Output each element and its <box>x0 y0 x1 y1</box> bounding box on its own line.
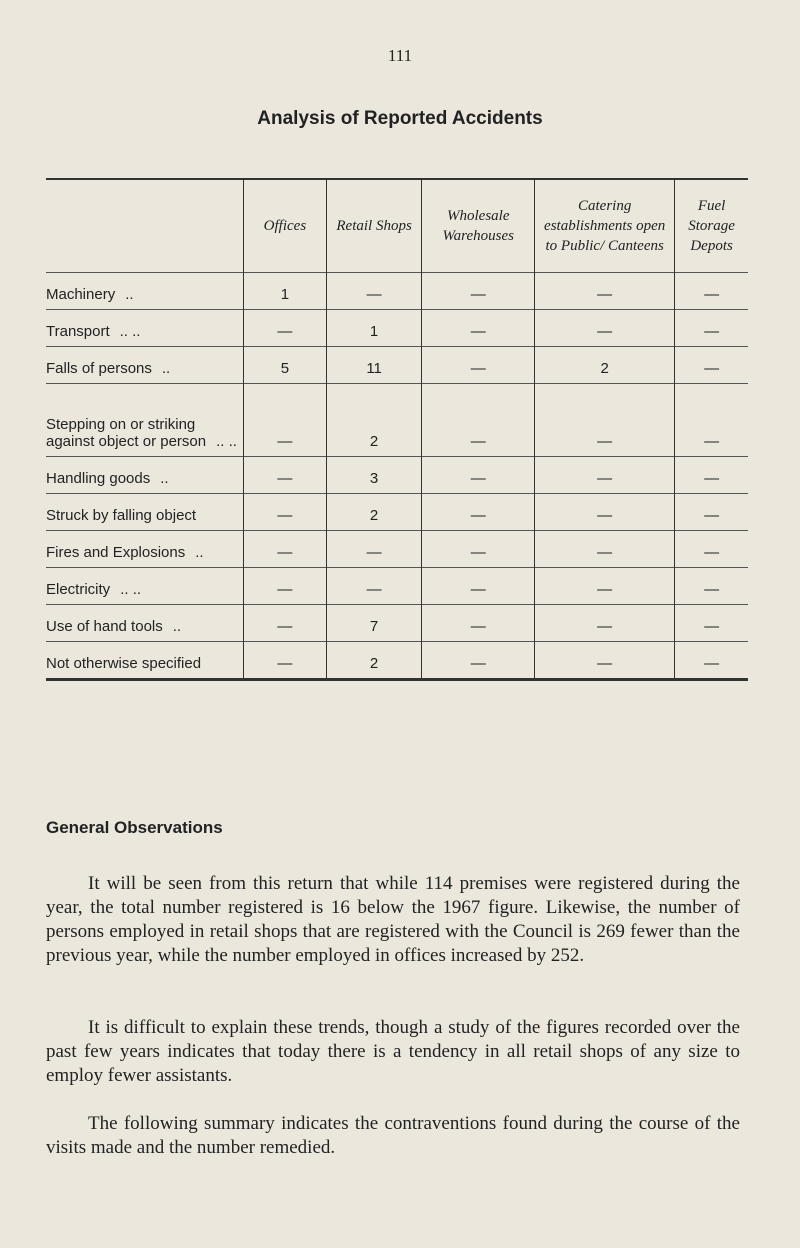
row-leader-dots: .. <box>161 360 171 377</box>
table-cell: — <box>535 457 675 494</box>
row-label-text: Fires and Explosions <box>46 544 186 561</box>
row-label-text: Machinery <box>46 286 116 303</box>
table-cell: — <box>535 531 675 568</box>
header-fuel-storage: Fuel Storage Depots <box>675 179 748 273</box>
table-cell: — <box>326 568 422 605</box>
table-cell: — <box>244 568 327 605</box>
table-cell: — <box>422 642 535 680</box>
table-cell: 3 <box>326 457 422 494</box>
row-label <box>46 605 244 642</box>
header-type <box>46 179 244 273</box>
table-cell: 1 <box>326 310 422 347</box>
row-label <box>46 347 244 384</box>
table-cell: — <box>422 457 535 494</box>
table-cell: — <box>422 494 535 531</box>
row-label-text: Not otherwise specified <box>46 655 202 672</box>
row-leader-dots: .. .. <box>119 323 141 340</box>
page-title: Analysis of Reported Accidents <box>257 108 543 129</box>
table-cell: — <box>422 310 535 347</box>
table-row <box>46 347 748 384</box>
table-cell: — <box>422 384 535 457</box>
table-cell: — <box>244 642 327 680</box>
table-cell: 11 <box>326 347 422 384</box>
page-number: 111 <box>387 46 413 65</box>
table-row <box>46 642 748 680</box>
row-label-text: Falls of persons <box>46 360 152 377</box>
table-cell: — <box>535 273 675 310</box>
accidents-table <box>46 178 748 681</box>
row-label-text: Handling goods <box>46 470 151 487</box>
row-label-text: Transport <box>46 323 110 340</box>
table-row <box>46 494 748 531</box>
row-label <box>46 310 244 347</box>
row-leader-dots: .. <box>160 470 169 487</box>
row-label <box>46 273 244 310</box>
table-cell: — <box>675 273 748 310</box>
table-cell: — <box>244 384 327 457</box>
table-cell: 2 <box>326 642 422 680</box>
table-cell: 1 <box>244 273 327 310</box>
table-cell: 7 <box>326 605 422 642</box>
table-cell: — <box>244 457 327 494</box>
table-cell: — <box>675 384 748 457</box>
table-cell: 2 <box>326 494 422 531</box>
table-cell: — <box>535 310 675 347</box>
table-cell: — <box>244 494 327 531</box>
table-cell: — <box>675 457 748 494</box>
table-cell: 2 <box>535 347 675 384</box>
table-body <box>46 273 748 680</box>
observation-paragraph: It will be seen from this return that while 114 premises were registered during the year, the total number registered is 16 below the 1967 figure. Likewise, the number of persons employed in retail shops that are registered with the Council is 269 fewer than the previous year, while the number employed in offices increased by 252. <box>46 873 740 966</box>
table-cell: 2 <box>326 384 422 457</box>
header-catering: Catering establishments open to Public/ Canteens <box>535 179 675 273</box>
header-retail-shops: Retail Shops <box>326 179 422 273</box>
table-cell: — <box>422 605 535 642</box>
row-label <box>46 642 244 680</box>
row-leader-dots: .. <box>125 286 134 303</box>
table-cell: — <box>675 605 748 642</box>
table-row <box>46 605 748 642</box>
row-label-text: Struck by falling object <box>46 507 197 524</box>
table-cell: — <box>326 531 422 568</box>
row-label-text: Use of hand tools <box>46 618 163 635</box>
table-row <box>46 273 748 310</box>
row-leader-dots: .. .. <box>216 433 237 450</box>
table-cell: — <box>422 568 535 605</box>
table-cell: — <box>675 494 748 531</box>
table-header <box>46 179 748 273</box>
table-row <box>46 310 748 347</box>
table-cell: — <box>675 310 748 347</box>
table-cell: — <box>422 273 535 310</box>
table-cell: — <box>675 347 748 384</box>
header-wholesale-warehouses: Wholesale Warehouses <box>422 179 535 273</box>
observation-paragraph: It is difficult to explain these trends, though a study of the figures recorded over the past few years indicates that today there is a tendency in all retail shops of any size to employ fewer assistants. <box>46 1017 740 1086</box>
row-leader-dots: .. <box>195 544 204 561</box>
row-label-text: Electricity <box>46 581 111 598</box>
table-cell: — <box>535 642 675 680</box>
table-row <box>46 384 748 457</box>
table-cell: — <box>675 568 748 605</box>
row-label <box>46 531 244 568</box>
observation-paragraph: The following summary indicates the contraventions found during the course of the visits made and the number remedied. <box>46 1113 740 1158</box>
table-cell: — <box>535 605 675 642</box>
table-cell: — <box>422 531 535 568</box>
header-offices: Offices <box>244 179 327 273</box>
row-label <box>46 457 244 494</box>
row-label-text: Stepping on or striking against object or person <box>46 416 207 450</box>
observations-heading: General Observations <box>46 818 223 837</box>
table-row <box>46 457 748 494</box>
table-cell: — <box>675 642 748 680</box>
row-label <box>46 568 244 605</box>
table-cell: — <box>326 273 422 310</box>
row-label <box>46 384 244 457</box>
table-cell: — <box>675 531 748 568</box>
row-leader-dots: .. <box>172 618 182 635</box>
table-row <box>46 531 748 568</box>
table-cell: — <box>422 347 535 384</box>
row-leader-dots: .. .. <box>120 581 142 598</box>
table-row <box>46 568 748 605</box>
table-cell: — <box>244 310 327 347</box>
table-cell: — <box>244 605 327 642</box>
table-cell: — <box>535 384 675 457</box>
table-cell: — <box>535 494 675 531</box>
table-cell: — <box>244 531 327 568</box>
table-cell: — <box>535 568 675 605</box>
row-label <box>46 494 244 531</box>
table-cell: 5 <box>244 347 327 384</box>
